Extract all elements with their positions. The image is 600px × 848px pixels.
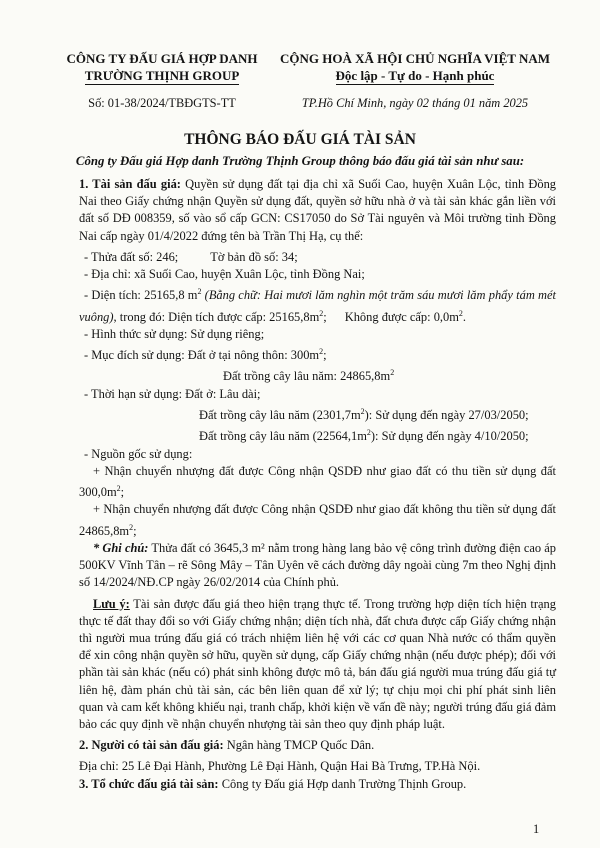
document-number: Số: 01-38/2024/TBĐGTS-TT [88, 96, 236, 110]
area-line: - Diện tích: 25165,8 $m^2$ (Bằng chữ: Hai mươi lăm nghìn một trăm sáu mươi lăm phẩy tám mét vuông), trong đó: Diện tích được cấp: $25165,8m^2$; Không được cấp: $0,0m^2$. [79, 287, 556, 324]
document-title: THÔNG BÁO ĐẤU GIÁ TÀI SẢN [184, 131, 416, 148]
page-number: 1 [533, 822, 540, 836]
document-header [54, 50, 560, 114]
organization-block [54, 50, 270, 85]
document-body [79, 176, 556, 793]
document-subtitle: Công ty Đấu giá Hợp danh Trường Thịnh Group thông báo đấu giá tài sản như sau: [75, 154, 525, 168]
nation-name: CỘNG HOÀ XÃ HỘI CHỦ NGHĨA VIỆT NAM [279, 51, 551, 66]
section3-organizer: 3. Tổ chức đấu giá tài sản: Công ty Đấu giá Hợp danh Trường Thịnh Group. [79, 776, 467, 791]
purpose-line: - Mục đích sử dụng: Đất ở tại nông thôn: $300m^2$; [84, 347, 327, 363]
org-name-line1: CÔNG TY ĐẤU GIÁ HỢP DANH [66, 51, 258, 66]
note-paragraph: * Ghi chú: Thửa đất có 3645,3 m² nằm trong hàng lang bảo vệ công trình đường điện cao áp 500KV Vĩnh Tân – rẽ Sông Mây – Tân Uyên vẽ cách đường dây ngoài cùng 7m theo Nghị định số 14/2024/NĐ.CP ngày 26/02/2014 của Chính phủ. [79, 540, 556, 590]
term-line: - Thời hạn sử dụng: Đất ở: Lâu dài; [84, 386, 261, 401]
origin-item-2: + Nhận chuyển nhượng đất được Công nhận QSDĐ như giao đất không thu tiền sử dụng đất $24865,8m^2$; [79, 502, 556, 538]
usage-form-line: - Hình thức sử dụng: Sử dụng riêng; [84, 326, 265, 341]
purpose-line-2: Đất trồng cây lâu năm: $24865,8m^2$ [223, 368, 395, 384]
origin-item-1: + Nhận chuyển nhượng đất được Công nhận QSDĐ như giao đất có thu tiền sử dụng đất $300,0m^2$; [79, 463, 556, 500]
parcel-line: - Thửa đất số: 246; Tờ bản đồ số: 34; [84, 249, 298, 264]
caution-paragraph: Lưu ý: Tài sản được đấu giá theo hiện trạng thực tế. Trong trường hợp diện tích hiện trạng thực tế đất thay đổi so với Giấy chứng nhận; diện tích nhà, đất chưa được cấp Giấy chứng nhận thì người mua trúng đấu giá có trách nhiệm liên hệ với các cơ quan Nhà nước có thẩm quyền để xin công nhận quyền sở hữu, quyền sử dụng, cấp Giấy chứng nhận (nếu được phép); đối với phần tài sản khác (nếu có) phát sinh không được mô tả, bán đấu giá người mua trúng đấu giá tự liên hệ, đàm phán chủ tài sản, các bên liên quan để xử lý; tự chịu mọi chi phí phát sinh liên quan và cam kết không khiếu nại, tranh chấp, khởi kiện về vấn đề này; người trúng đấu giá đảm bảo các quy định về nhận chuyển nhượng tài sản theo quy định pháp luật. [79, 596, 556, 732]
section2-owner: 2. Người có tài sản đấu giá: Ngân hàng TMCP Quốc Dân. [79, 738, 375, 753]
origin-line: - Nguồn gốc sử dụng: [84, 446, 193, 461]
motto: Độc lập - Tự do - Hạnh phúc [335, 68, 495, 83]
section1-intro: 1. Tài sản đấu giá: Quyền sử dụng đất tại địa chỉ xã Suối Cao, huyện Xuân Lộc, tỉnh Đồng Nai theo Giấy chứng nhận Quyền sử dụng đất, quyền sở hữu nhà ở và tài sản khác gắn liền với đất số DĐ 008359, số vào sổ cấp GCN: CS17050 do Sở Tài nguyên và Môi trường tỉnh Đồng Nai cấp ngày 01/4/2022 đứng tên bà Trần Thị Hạ, cụ thể: [79, 177, 557, 243]
term-line-3: Đất trồng cây lâu năm $(22564,1m^2)$: Sử dụng đến ngày 4/10/2050; [199, 428, 529, 444]
term-line-2: Đất trồng cây lâu năm $(2301,7m^2)$: Sử dụng đến ngày 27/03/2050; [199, 407, 529, 423]
section2-address: Địa chỉ: 25 Lê Đại Hành, Phường Lê Đại Hành, Quận Hai Bà Trưng, TP.Hà Nội. [79, 759, 481, 774]
address-line: - Địa chỉ: xã Suối Cao, huyện Xuân Lộc, tỉnh Đồng Nai; [84, 267, 365, 282]
place-date: TP.Hồ Chí Minh, ngày 02 tháng 01 năm 2025 [301, 96, 529, 110]
org-name-line2: TRƯỜNG THỊNH GROUP [84, 68, 240, 83]
